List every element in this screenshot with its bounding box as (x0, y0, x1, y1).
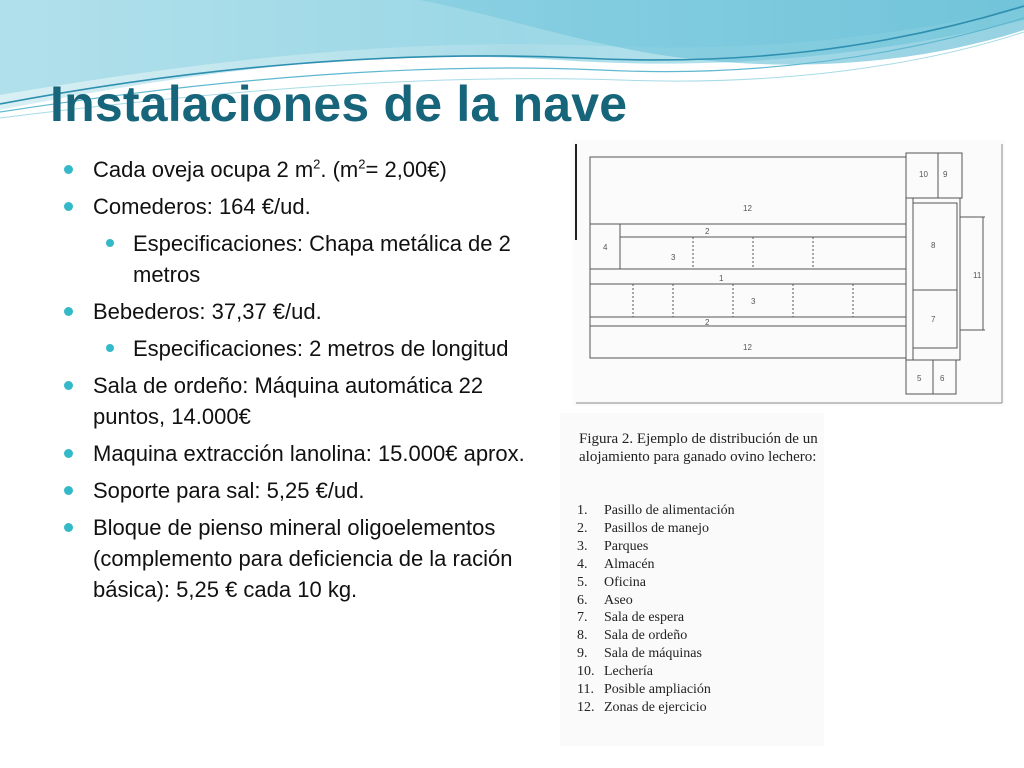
slide-title: Instalaciones de la nave (50, 76, 628, 132)
legend-item: 9. Sala de máquinas (577, 646, 702, 662)
legend-item: 12. Zonas de ejercicio (577, 699, 707, 715)
bullet-list (60, 154, 540, 611)
legend-item: 3. Parques (577, 538, 649, 554)
legend-list (577, 502, 735, 717)
legend-item: 7. Sala de espera (577, 610, 685, 626)
bullet-text: Bebederos: 37,37 €/ud. (93, 299, 322, 324)
bullet-text: Especificaciones: 2 metros de longitud (133, 336, 509, 361)
plan-label-10: 10 (919, 170, 928, 179)
plan-label-1: 1 (719, 274, 724, 283)
legend-item: 5. Oficina (577, 574, 646, 590)
bullet-item (60, 154, 540, 185)
bullet-text: Cada oveja ocupa 2 $m^2$. ($m^2=$ 2,00€) (93, 156, 447, 182)
plan-label-12-bottom: 12 (743, 343, 752, 352)
bullet-item (60, 191, 540, 222)
legend-item: 2. Pasillos de manejo (577, 520, 709, 536)
legend-item: 6. Aseo (577, 592, 633, 608)
bullet-item (60, 475, 540, 506)
bullet-text: Especificaciones: Chapa metálica de 2 metros (133, 231, 511, 287)
bullet-text: Soporte para sal: 5,25 €/ud. (93, 478, 365, 503)
plan-label-3-left: 3 (671, 253, 676, 262)
bullet-dot-icon (64, 449, 73, 458)
bullet-item (60, 512, 540, 605)
plan-label-4: 4 (603, 243, 608, 252)
floor-plan-diagram (573, 140, 1005, 406)
plan-label-7: 7 (931, 315, 936, 324)
plan-label-5: 5 (917, 374, 922, 383)
bullet-text: Bloque de pienso mineral oligoelementos (complemento para deficiencia de la ración básica): 5,25 € cada 10 kg. (93, 515, 513, 602)
legend-item: 11. Posible ampliación (577, 682, 711, 698)
legend-item: 1. Pasillo de alimentación (577, 503, 735, 518)
bullet-dot-icon (64, 381, 73, 390)
bullet-item (60, 296, 540, 327)
bullet-dot-icon (106, 344, 114, 352)
plan-label-3-mid: 3 (751, 297, 756, 306)
plan-label-11: 11 (973, 271, 982, 280)
bullet-dot-icon (64, 307, 73, 316)
legend-item: 4. Almacén (577, 556, 655, 572)
figure-caption-title: Figura 2. Ejemplo de distribución de un alojamiento para ganado ovino lechero: (579, 431, 818, 465)
bullet-dot-icon (64, 202, 73, 211)
bullet-dot-icon (64, 165, 73, 174)
bullet-dot-icon (64, 523, 73, 532)
plan-label-12-top: 12 (743, 204, 752, 213)
legend-item: 8. Sala de ordeño (577, 628, 688, 644)
figure-caption-legend (560, 413, 824, 746)
bullet-text: Sala de ordeño: Máquina automática 22 puntos, 14.000€ (93, 373, 484, 429)
plan-label-2-top: 2 (705, 227, 710, 236)
bullet-text: Maquina extracción lanolina: 15.000€ aprox. (93, 441, 525, 466)
bullet-dot-icon (106, 239, 114, 247)
plan-label-2-bottom: 2 (705, 318, 710, 327)
plan-label-8: 8 (931, 241, 936, 250)
plan-label-9: 9 (943, 170, 948, 179)
legend-item: 10. Lechería (577, 664, 653, 680)
sub-bullet-item (60, 333, 540, 364)
plan-label-6: 6 (940, 374, 945, 383)
bullet-item (60, 438, 540, 469)
bullet-dot-icon (64, 486, 73, 495)
bullet-item (60, 370, 540, 432)
bullet-text: Comederos: 164 €/ud. (93, 194, 311, 219)
sub-bullet-item (60, 228, 540, 290)
